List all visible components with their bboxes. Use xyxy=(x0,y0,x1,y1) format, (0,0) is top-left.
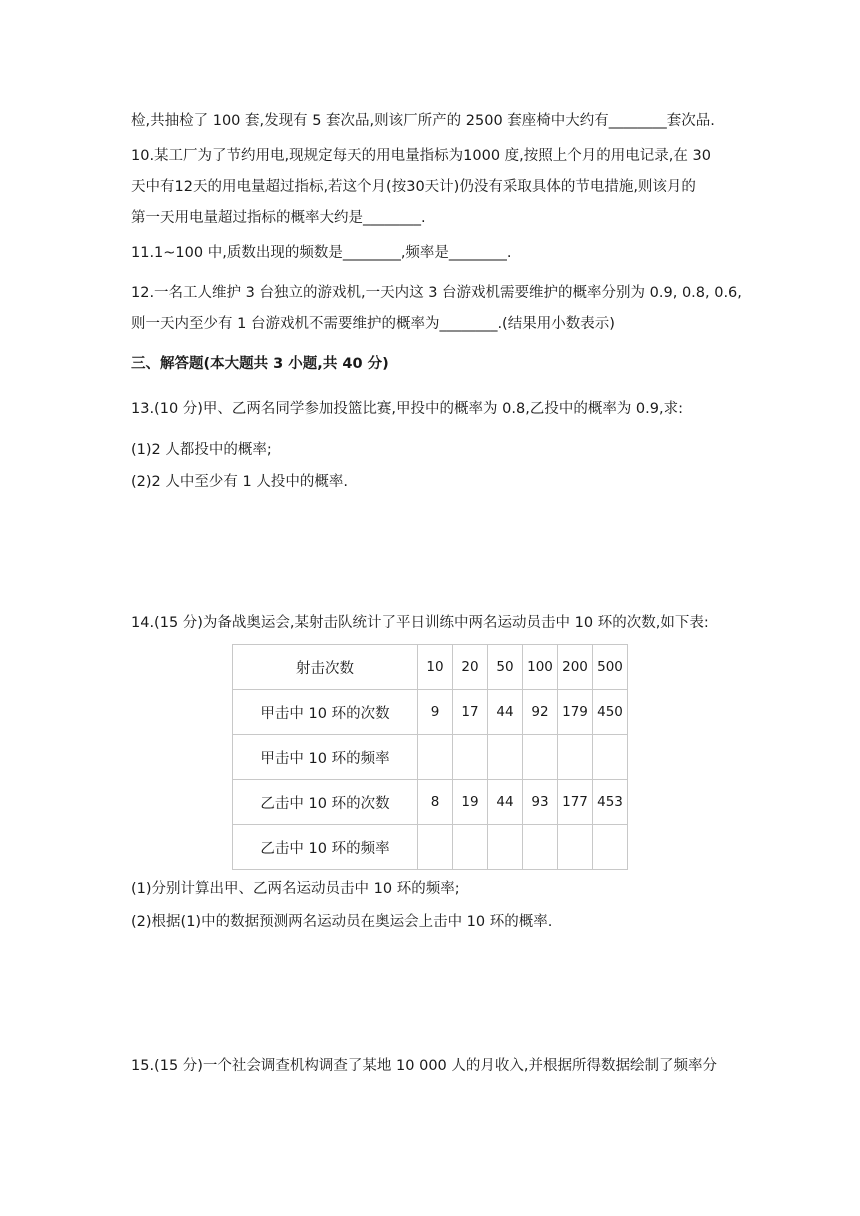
table-cell: 20 xyxy=(453,645,488,690)
table-cell xyxy=(453,735,488,780)
table-cell xyxy=(523,735,558,780)
table-cell xyxy=(593,735,628,780)
table-cell: 93 xyxy=(523,780,558,825)
question-13: 13.(10 分)甲、乙两名同学参加投篮比赛,甲投中的概率为 0.8,乙投中的概率为 0.9,求: xyxy=(131,401,683,417)
table-cell: 500 xyxy=(593,645,628,690)
table-row xyxy=(233,735,628,780)
table-row xyxy=(233,645,628,690)
table-cell: 100 xyxy=(523,645,558,690)
table-cell: 450 xyxy=(593,690,628,735)
table-cell xyxy=(523,825,558,870)
question-10-line-3: 第一天用电量超过指标的概率大约是________. xyxy=(131,210,426,226)
section-heading: 三、解答题(本大题共 3 小题,共 40 分) xyxy=(131,356,389,372)
question-11: 11.1~100 中,质数出现的频数是________,频率是________. xyxy=(131,245,512,261)
question-14: 14.(15 分)为备战奥运会,某射击队统计了平日训练中两名运动员击中 10 环的次数,如下表: xyxy=(131,615,709,631)
table-cell xyxy=(453,825,488,870)
table-cell xyxy=(418,825,453,870)
row-label: 乙击中 10 环的次数 xyxy=(233,780,418,825)
table-cell xyxy=(488,825,523,870)
shooting-frequency-table xyxy=(232,644,628,870)
table-row xyxy=(233,690,628,735)
table-row xyxy=(233,780,628,825)
table-row xyxy=(233,825,628,870)
question-10-line-2: 天中有12天的用电量超过指标,若这个月(按30天计)仍没有采取具体的节电措施,则该月的 xyxy=(131,179,696,195)
question-10-line-1: 10.某工厂为了节约用电,现规定每天的用电量指标为1000 度,按照上个月的用电记录,在 30 xyxy=(131,148,711,164)
table-cell: 453 xyxy=(593,780,628,825)
table-cell: 17 xyxy=(453,690,488,735)
row-label: 甲击中 10 环的次数 xyxy=(233,690,418,735)
table-cell: 179 xyxy=(558,690,593,735)
table-cell xyxy=(558,825,593,870)
table-cell: 44 xyxy=(488,690,523,735)
question-15: 15.(15 分)一个社会调查机构调查了某地 10 000 人的月收入,并根据所得数据绘制了频率分 xyxy=(131,1058,717,1074)
table-cell: 9 xyxy=(418,690,453,735)
table-cell: 10 xyxy=(418,645,453,690)
question-13-part-1: (1)2 人都投中的概率; xyxy=(131,442,272,458)
table-cell xyxy=(418,735,453,780)
row-label: 射击次数 xyxy=(233,645,418,690)
table-cell: 177 xyxy=(558,780,593,825)
row-label: 乙击中 10 环的频率 xyxy=(233,825,418,870)
question-12-line-1: 12.一名工人维护 3 台独立的游戏机,一天内这 3 台游戏机需要维护的概率分别为 0.9, 0.8, 0.6, xyxy=(131,285,742,301)
question-12-line-2: 则一天内至少有 1 台游戏机不需要维护的概率为________.(结果用小数表示) xyxy=(131,316,615,332)
table-cell: 44 xyxy=(488,780,523,825)
table-cell xyxy=(593,825,628,870)
question-14-part-1: (1)分别计算出甲、乙两名运动员击中 10 环的频率; xyxy=(131,881,460,897)
question-14-part-2: (2)根据(1)中的数据预测两名运动员在奥运会上击中 10 环的概率. xyxy=(131,914,553,930)
table-cell: 200 xyxy=(558,645,593,690)
row-label: 甲击中 10 环的频率 xyxy=(233,735,418,780)
question-13-part-2: (2)2 人中至少有 1 人投中的概率. xyxy=(131,474,348,490)
question-9-continuation: 检,共抽检了 100 套,发现有 5 套次品,则该厂所产的 2500 套座椅中大约有________套次品. xyxy=(131,113,715,129)
table-cell: 50 xyxy=(488,645,523,690)
table-cell xyxy=(558,735,593,780)
table-cell: 19 xyxy=(453,780,488,825)
table-cell: 8 xyxy=(418,780,453,825)
table-cell: 92 xyxy=(523,690,558,735)
table-cell xyxy=(488,735,523,780)
